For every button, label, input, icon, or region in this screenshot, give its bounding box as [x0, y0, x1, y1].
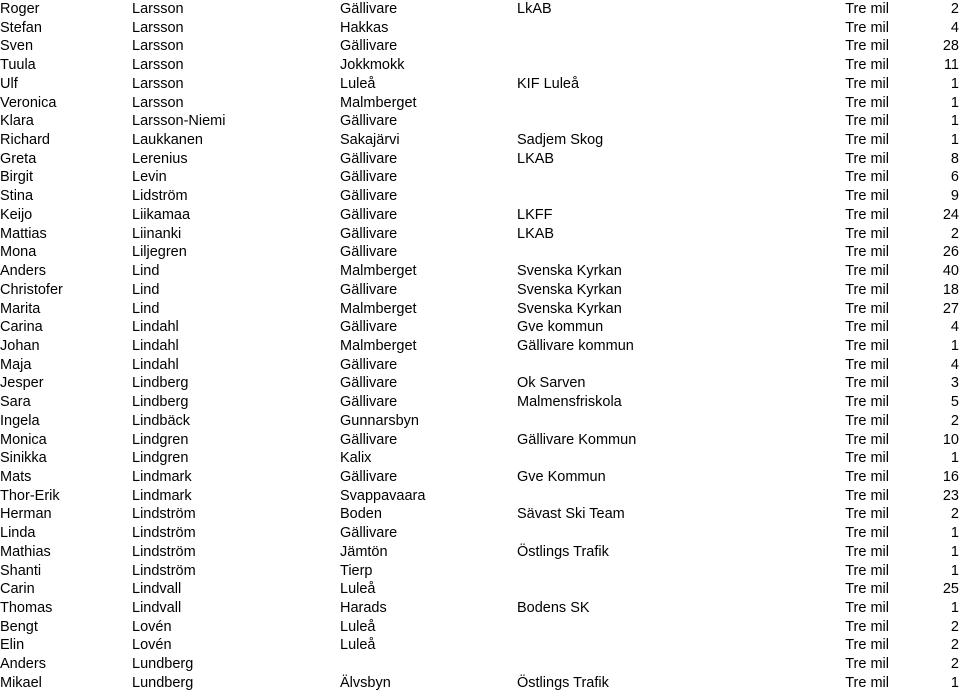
- count-cell: 1: [950, 562, 959, 579]
- last-name-cell: Liinanki: [132, 225, 182, 242]
- table-row: [0, 356, 959, 375]
- table-row: [0, 599, 959, 618]
- last-name-cell: Lovén: [132, 637, 172, 654]
- count-cell: 2: [950, 637, 959, 654]
- first-name-cell: Mats: [0, 468, 32, 485]
- first-name-cell: Christofer: [0, 281, 63, 298]
- race-cell: Tre mil: [845, 1, 889, 17]
- club-cell: [517, 412, 784, 431]
- table-row: [0, 374, 959, 393]
- table-row: [0, 56, 959, 75]
- city-cell: Gällivare: [340, 356, 398, 373]
- city-cell: Svappavaara: [340, 487, 426, 504]
- city-cell: Gällivare: [340, 468, 398, 485]
- club-cell: Bodens SK: [517, 600, 590, 616]
- city-cell: Gällivare: [340, 319, 398, 336]
- count-cell: 27: [942, 300, 959, 317]
- table-row: [0, 262, 959, 281]
- count-cell: 1: [950, 132, 959, 149]
- last-name-cell: Liljegren: [132, 244, 187, 261]
- first-name-cell: Thor-Erik: [0, 487, 60, 504]
- first-name-cell: Sinikka: [0, 450, 47, 467]
- club-cell: [517, 19, 784, 38]
- city-cell: Luleå: [340, 618, 376, 635]
- count-cell: 2: [950, 1, 959, 17]
- table-row: [0, 187, 959, 206]
- race-cell: Tre mil: [845, 468, 889, 485]
- race-cell: Tre mil: [845, 244, 889, 261]
- last-name-cell: Lindahl: [132, 319, 179, 336]
- first-name-cell: Marita: [0, 300, 41, 317]
- count-cell: 2: [950, 225, 959, 242]
- city-cell: Luleå: [340, 75, 376, 92]
- first-name-cell: Keijo: [0, 206, 33, 223]
- race-cell: Tre mil: [845, 431, 889, 448]
- last-name-cell: Lindmark: [132, 468, 192, 485]
- race-cell: Tre mil: [845, 525, 889, 542]
- city-cell: Gällivare: [340, 169, 398, 186]
- table-row: [0, 206, 959, 225]
- club-cell: LKAB: [517, 225, 555, 242]
- club-cell: Ok Sarven: [517, 375, 586, 392]
- first-name-cell: Mathias: [0, 543, 51, 560]
- last-name-cell: Larsson: [132, 38, 184, 55]
- table-row: [0, 543, 959, 562]
- race-cell: Tre mil: [845, 375, 889, 392]
- club-cell: [517, 580, 784, 599]
- first-name-cell: Jesper: [0, 375, 44, 392]
- count-cell: 6: [950, 169, 959, 186]
- club-cell: [517, 655, 784, 674]
- club-cell: [517, 524, 784, 543]
- table-row: [0, 562, 959, 581]
- race-cell: Tre mil: [845, 618, 889, 635]
- club-cell: [517, 562, 784, 581]
- table-row: [0, 505, 959, 524]
- last-name-cell: Lidström: [132, 188, 188, 205]
- last-name-cell: Lind: [132, 300, 160, 317]
- table-row: [0, 75, 959, 94]
- table-row: [0, 580, 959, 599]
- race-cell: Tre mil: [845, 487, 889, 504]
- count-cell: 16: [942, 468, 959, 485]
- first-name-cell: Johan: [0, 337, 40, 354]
- race-cell: Tre mil: [845, 94, 889, 111]
- last-name-cell: Lindvall: [132, 581, 182, 598]
- last-name-cell: Lindvall: [132, 600, 182, 616]
- count-cell: 11: [943, 57, 959, 74]
- city-cell: Harads: [340, 600, 387, 616]
- table-row: [0, 393, 959, 412]
- first-name-cell: Carin: [0, 581, 35, 598]
- first-name-cell: Anders: [0, 263, 46, 280]
- city-cell: Sakajärvi: [340, 132, 400, 149]
- count-cell: 8: [950, 150, 959, 167]
- race-cell: Tre mil: [845, 57, 889, 74]
- club-cell: [517, 94, 784, 113]
- count-cell: 4: [950, 356, 959, 373]
- race-cell: Tre mil: [845, 337, 889, 354]
- last-name-cell: Lindahl: [132, 337, 179, 354]
- table-row: [0, 243, 959, 262]
- city-cell: Gällivare: [340, 431, 398, 448]
- club-cell: Svenska Kyrkan: [517, 281, 622, 298]
- count-cell: 28: [942, 38, 959, 55]
- city-cell: Malmberget: [340, 94, 417, 111]
- club-cell: [517, 636, 784, 655]
- first-name-cell: Klara: [0, 113, 34, 130]
- count-cell: 2: [950, 506, 959, 523]
- club-cell: [517, 356, 784, 375]
- last-name-cell: Lovén: [132, 618, 172, 635]
- club-cell: [517, 168, 784, 187]
- last-name-cell: Lindmark: [132, 487, 192, 504]
- club-cell: [517, 112, 784, 131]
- first-name-cell: Ulf: [0, 75, 18, 92]
- race-cell: Tre mil: [845, 412, 889, 429]
- city-cell: Älvsbyn: [340, 674, 391, 691]
- last-name-cell: Lindström: [132, 506, 196, 523]
- last-name-cell: Lindström: [132, 543, 196, 560]
- city-cell: Gällivare: [340, 206, 398, 223]
- club-cell: [517, 618, 784, 637]
- city-cell: Gällivare: [340, 113, 398, 130]
- race-cell: Tre mil: [845, 300, 889, 317]
- last-name-cell: Lindgren: [132, 431, 189, 448]
- club-cell: [517, 37, 784, 56]
- first-name-cell: Thomas: [0, 600, 53, 616]
- race-cell: Tre mil: [845, 656, 889, 673]
- count-cell: 1: [950, 75, 959, 92]
- table-row: [0, 655, 959, 674]
- first-name-cell: Anders: [0, 656, 46, 673]
- last-name-cell: Lindgren: [132, 450, 189, 467]
- first-name-cell: Bengt: [0, 618, 38, 635]
- city-cell: Luleå: [340, 581, 376, 598]
- race-cell: Tre mil: [845, 132, 889, 149]
- count-cell: 18: [942, 281, 959, 298]
- city-cell: Boden: [340, 506, 382, 523]
- race-cell: Tre mil: [845, 394, 889, 411]
- club-cell: [517, 449, 784, 468]
- city-cell: [340, 655, 517, 674]
- last-name-cell: Larsson: [132, 94, 184, 111]
- club-cell: LKFF: [517, 206, 553, 223]
- table-row: [0, 468, 959, 487]
- race-cell: Tre mil: [845, 19, 889, 36]
- table-row: [0, 636, 959, 655]
- city-cell: Gällivare: [340, 375, 398, 392]
- table-row: [0, 449, 959, 468]
- first-name-cell: Mattias: [0, 225, 47, 242]
- city-cell: Gällivare: [340, 281, 398, 298]
- count-cell: 2: [950, 618, 959, 635]
- count-cell: 1: [950, 337, 959, 354]
- race-cell: Tre mil: [845, 319, 889, 336]
- first-name-cell: Veronica: [0, 94, 57, 111]
- last-name-cell: Larsson-Niemi: [132, 113, 226, 130]
- first-name-cell: Stefan: [0, 19, 42, 36]
- race-cell: Tre mil: [845, 263, 889, 280]
- club-cell: [517, 56, 784, 75]
- race-cell: Tre mil: [845, 450, 889, 467]
- table-row: [0, 618, 959, 637]
- count-cell: 3: [950, 375, 959, 392]
- race-cell: Tre mil: [845, 150, 889, 167]
- race-cell: Tre mil: [845, 169, 889, 186]
- count-cell: 1: [950, 94, 959, 111]
- last-name-cell: Lindström: [132, 525, 196, 542]
- first-name-cell: Ingela: [0, 412, 40, 429]
- race-cell: Tre mil: [845, 543, 889, 560]
- club-cell: Gve kommun: [517, 319, 604, 336]
- race-cell: Tre mil: [845, 188, 889, 205]
- count-cell: 1: [950, 113, 959, 130]
- club-cell: Sadjem Skog: [517, 132, 604, 149]
- table-row: [0, 300, 959, 319]
- table-row: [0, 524, 959, 543]
- last-name-cell: Lindberg: [132, 375, 189, 392]
- last-name-cell: Larsson: [132, 1, 184, 17]
- race-cell: Tre mil: [845, 75, 889, 92]
- race-cell: Tre mil: [845, 356, 889, 373]
- table-row: [0, 37, 959, 56]
- count-cell: 1: [950, 525, 959, 542]
- race-cell: Tre mil: [845, 674, 889, 691]
- race-cell: Tre mil: [845, 637, 889, 654]
- club-cell: Svenska Kyrkan: [517, 263, 622, 280]
- first-name-cell: Mikael: [0, 674, 42, 691]
- table-row: [0, 0, 959, 19]
- last-name-cell: Liikamaa: [132, 206, 191, 223]
- city-cell: Gällivare: [340, 1, 398, 17]
- last-name-cell: Lindbäck: [132, 412, 191, 429]
- club-cell: Gve Kommun: [517, 468, 606, 485]
- first-name-cell: Linda: [0, 525, 36, 542]
- count-cell: 40: [942, 263, 959, 280]
- club-cell: [517, 187, 784, 206]
- count-cell: 2: [950, 656, 959, 673]
- count-cell: 24: [942, 206, 959, 223]
- table-row: [0, 318, 959, 337]
- table-row: [0, 412, 959, 431]
- race-cell: Tre mil: [845, 506, 889, 523]
- last-name-cell: Laukkanen: [132, 132, 203, 149]
- last-name-cell: Larsson: [132, 57, 184, 74]
- city-cell: Gällivare: [340, 188, 398, 205]
- last-name-cell: Larsson: [132, 75, 184, 92]
- club-cell: Östlings Trafik: [517, 674, 609, 691]
- club-cell: [517, 243, 784, 262]
- table-row: [0, 19, 959, 38]
- first-name-cell: Elin: [0, 637, 25, 654]
- first-name-cell: Maja: [0, 356, 32, 373]
- city-cell: Jämtön: [340, 543, 388, 560]
- last-name-cell: Lind: [132, 281, 160, 298]
- last-name-cell: Lindberg: [132, 394, 189, 411]
- last-name-cell: Lundberg: [132, 674, 194, 691]
- first-name-cell: Greta: [0, 150, 37, 167]
- city-cell: Gällivare: [340, 244, 398, 261]
- first-name-cell: Birgit: [0, 169, 34, 186]
- count-cell: 4: [950, 19, 959, 36]
- city-cell: Jokkmokk: [340, 57, 405, 74]
- first-name-cell: Roger: [0, 1, 40, 17]
- count-cell: 4: [950, 319, 959, 336]
- race-cell: Tre mil: [845, 281, 889, 298]
- city-cell: Gällivare: [340, 525, 398, 542]
- first-name-cell: Herman: [0, 506, 52, 523]
- first-name-cell: Monica: [0, 431, 47, 448]
- last-name-cell: Lundberg: [132, 656, 194, 673]
- city-cell: Tierp: [340, 562, 373, 579]
- table-row: [0, 487, 959, 506]
- city-cell: Gunnarsbyn: [340, 412, 419, 429]
- city-cell: Gällivare: [340, 150, 398, 167]
- first-name-cell: Tuula: [0, 57, 36, 74]
- club-cell: Gällivare Kommun: [517, 431, 637, 448]
- table-row: [0, 431, 959, 450]
- race-cell: Tre mil: [845, 600, 889, 616]
- first-name-cell: Carina: [0, 319, 43, 336]
- count-cell: 1: [950, 600, 959, 616]
- first-name-cell: Shanti: [0, 562, 42, 579]
- first-name-cell: Richard: [0, 132, 50, 149]
- count-cell: 1: [950, 543, 959, 560]
- table-row: [0, 337, 959, 356]
- count-cell: 9: [950, 188, 959, 205]
- table-row: [0, 131, 959, 150]
- count-cell: 5: [950, 394, 959, 411]
- first-name-cell: Sven: [0, 38, 34, 55]
- city-cell: Kalix: [340, 450, 372, 467]
- race-cell: Tre mil: [845, 113, 889, 130]
- city-cell: Gällivare: [340, 394, 398, 411]
- club-cell: Gällivare kommun: [517, 337, 634, 354]
- city-cell: Malmberget: [340, 300, 417, 317]
- table-row: [0, 225, 959, 244]
- first-name-cell: Sara: [0, 394, 31, 411]
- table-row: [0, 150, 959, 169]
- first-name-cell: Mona: [0, 244, 37, 261]
- table-row: [0, 168, 959, 187]
- city-cell: Gällivare: [340, 225, 398, 242]
- club-cell: Sävast Ski Team: [517, 506, 625, 523]
- last-name-cell: Levin: [132, 169, 167, 186]
- table-row: [0, 281, 959, 300]
- count-cell: 26: [942, 244, 959, 261]
- count-cell: 10: [942, 431, 959, 448]
- race-cell: Tre mil: [845, 581, 889, 598]
- club-cell: LKAB: [517, 150, 555, 167]
- count-cell: 2: [950, 412, 959, 429]
- city-cell: Malmberget: [340, 263, 417, 280]
- city-cell: Hakkas: [340, 19, 389, 36]
- club-cell: KIF Luleå: [517, 75, 580, 92]
- last-name-cell: Larsson: [132, 19, 184, 36]
- last-name-cell: Lindahl: [132, 356, 179, 373]
- count-cell: 25: [942, 581, 959, 598]
- club-cell: Svenska Kyrkan: [517, 300, 622, 317]
- table-row: [0, 94, 959, 113]
- club-cell: Malmensfriskola: [517, 394, 622, 411]
- last-name-cell: Lind: [132, 263, 160, 280]
- race-cell: Tre mil: [845, 206, 889, 223]
- count-cell: 1: [950, 450, 959, 467]
- race-cell: Tre mil: [845, 38, 889, 55]
- last-name-cell: Lindström: [132, 562, 196, 579]
- club-cell: LkAB: [517, 1, 552, 17]
- count-cell: 1: [950, 674, 959, 691]
- first-name-cell: Stina: [0, 188, 34, 205]
- city-cell: Luleå: [340, 637, 376, 654]
- count-cell: 23: [942, 487, 959, 504]
- last-name-cell: Lerenius: [132, 150, 188, 167]
- club-cell: Östlings Trafik: [517, 543, 609, 560]
- table-row: [0, 112, 959, 131]
- city-cell: Malmberget: [340, 337, 417, 354]
- race-cell: Tre mil: [845, 225, 889, 242]
- club-cell: [517, 487, 784, 506]
- race-cell: Tre mil: [845, 562, 889, 579]
- city-cell: Gällivare: [340, 38, 398, 55]
